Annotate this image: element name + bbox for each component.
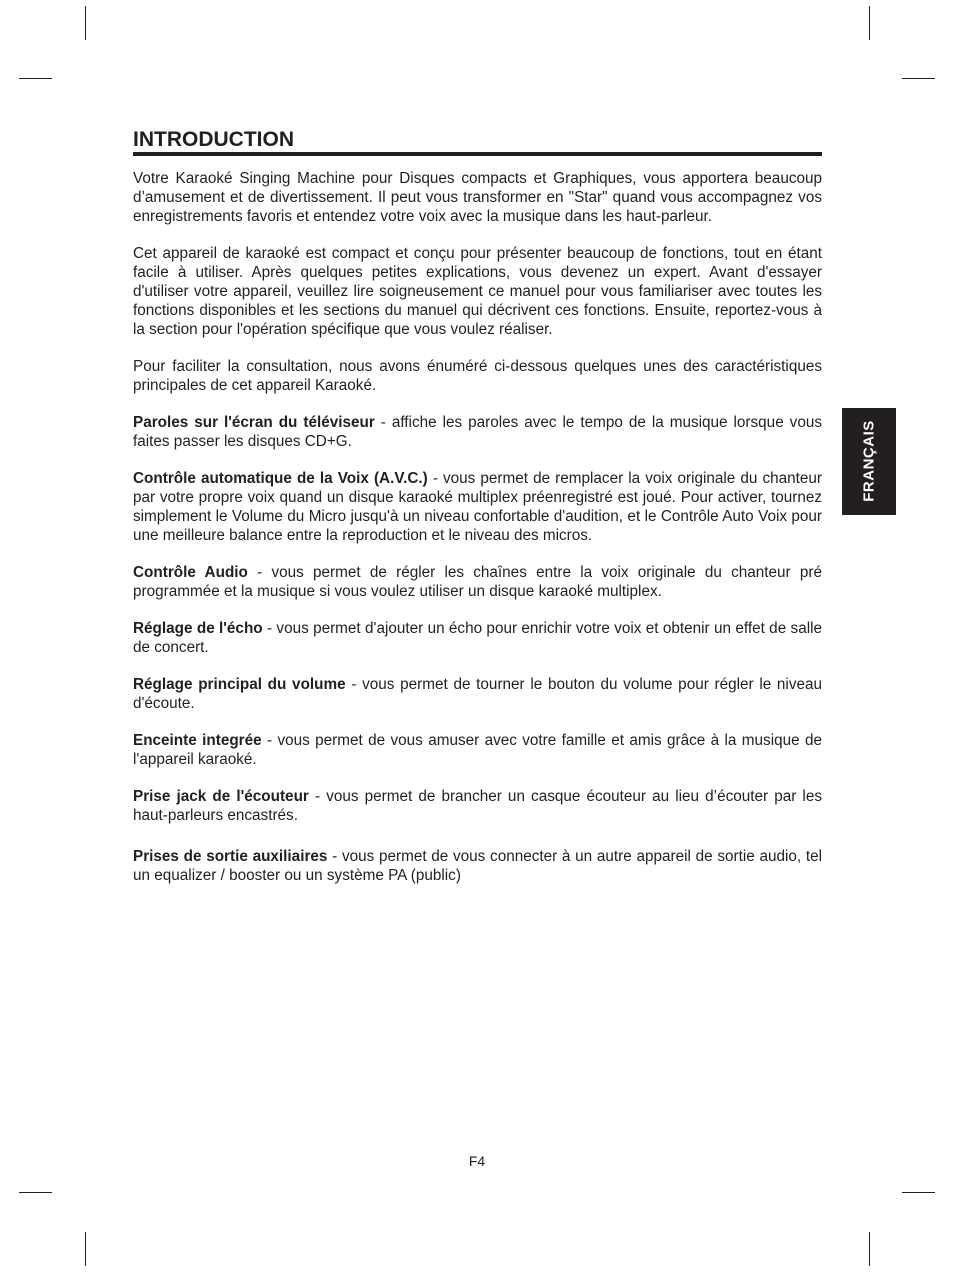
crop-mark — [19, 1192, 52, 1193]
intro-paragraph: Votre Karaoké Singing Machine pour Disques compacts et Graphiques, vous apportera beaucoup d’amusement et de divertissement. Il peut vous transformer en "Star" quand vous accompagnez vos enregistrements favoris et entendez votre voix avec la musique dans les haut-parleur. — [133, 170, 822, 225]
feature-item — [133, 731, 822, 769]
crop-mark — [902, 78, 935, 79]
body-text — [133, 169, 822, 903]
page-number: F4 — [468, 1153, 486, 1169]
feature-term: Paroles sur l'écran du téléviseur — [133, 414, 375, 431]
intro-paragraph: Pour faciliter la consultation, nous avons énuméré ci-dessous quelques unes des caractéristiques principales de cet appareil Karaoké. — [133, 358, 822, 394]
feature-item — [133, 847, 822, 885]
language-tab — [842, 408, 896, 515]
crop-mark — [902, 1192, 935, 1193]
feature-description: - vous permet de vous amuser avec votre famille et amis grâce à la musique de l'appareil karaoké. — [133, 732, 823, 768]
crop-mark — [869, 1232, 870, 1266]
feature-term: Contrôle automatique de la Voix (A.V.C.) — [133, 470, 428, 487]
feature-item — [133, 413, 822, 451]
feature-term: Contrôle Audio — [133, 564, 248, 581]
title-rule — [133, 152, 822, 156]
feature-item — [133, 619, 822, 657]
language-tab-label: FRANÇAIS — [860, 420, 878, 502]
feature-description: - vous permet de vous connecter à un autre appareil de sortie audio, tel un equalizer / booster ou un système PA (public) — [133, 848, 822, 884]
feature-description: - vous permet de tourner le bouton du volume pour régler le niveau d'écoute. — [133, 676, 823, 712]
feature-description: - vous permet de remplacer la voix originale du chanteur par votre propre voix quand un disque karaoké multiplex préenregistré est joué. Pour activer, tournez simplement le Volume du Micro jusqu'à un niveau confortable d'audition, et le Contrôle Auto Voix pour une meilleure balance entre la reproduction et le niveau des micros. — [133, 470, 822, 544]
crop-mark — [85, 6, 86, 40]
feature-term: Réglage principal du volume — [133, 676, 346, 693]
crop-mark — [19, 78, 52, 79]
crop-mark — [869, 6, 870, 40]
feature-item — [133, 563, 822, 601]
feature-description: - vous permet de régler les chaînes entre la voix originale du chanteur pré programmée et la musique si vous voulez utiliser un disque karaoké multiplex. — [133, 564, 822, 600]
feature-term: Réglage de l'écho — [133, 620, 263, 637]
feature-item — [133, 469, 822, 545]
feature-term: Prises de sortie auxiliaires — [133, 848, 328, 865]
crop-mark — [85, 1232, 86, 1266]
feature-description: - vous permet d'ajouter un écho pour enrichir votre voix et obtenir un effet de salle de concert. — [133, 620, 823, 656]
intro-paragraph: Cet appareil de karaoké est compact et conçu pour présenter beaucoup de fonctions, tout en étant facile à utiliser. Après quelques petites explications, vous devenez un expert. Avant d'essayer d'utiliser votre appareil, veuillez lire soigneusement ce manuel pour vous familiariser avec toutes les fonctions disponibles et les sections du manuel qui décrivent ces fonctions. Ensuite, reportez-vous à la section pour l'opération spécifique que vous voulez réaliser. — [133, 245, 822, 338]
feature-description: - vous permet de brancher un casque écouteur au lieu d’écouter par les haut-parleurs encastrés. — [133, 788, 822, 824]
feature-item — [133, 675, 822, 713]
page-title: INTRODUCTION — [133, 128, 294, 151]
feature-description: - affiche les paroles avec le tempo de la musique lorsque vous faites passer les disques CD+G. — [133, 414, 822, 450]
feature-term: Prise jack de l'écouteur — [133, 788, 309, 805]
feature-term: Enceinte integrée — [133, 732, 262, 749]
feature-item — [133, 787, 822, 825]
